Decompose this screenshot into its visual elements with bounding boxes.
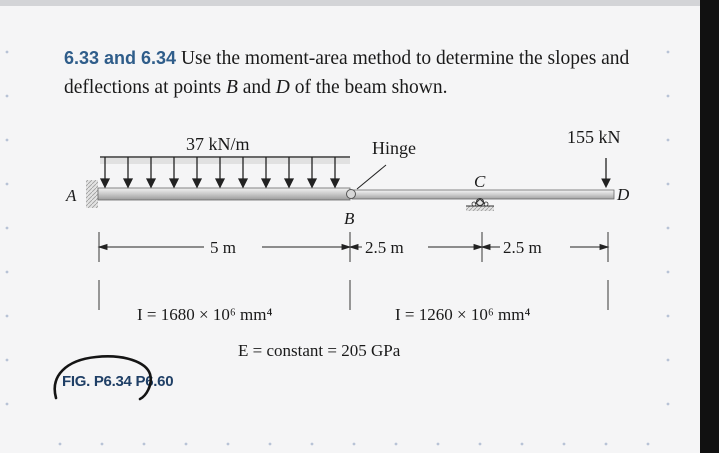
hinge-symbol (347, 190, 356, 199)
screen-edge (700, 0, 719, 453)
distributed-load (100, 156, 350, 187)
point-b-label: B (344, 209, 355, 228)
problem-and: and (242, 77, 271, 98)
problem-point-d: D (275, 77, 290, 98)
problem-point-b: B (225, 77, 238, 98)
figure-label-circled: FIG. P6.34 (62, 373, 132, 390)
load-label: 37 kN/m (186, 134, 250, 154)
point-d-label: D (617, 185, 630, 204)
dimension-cd: 2.5 m (503, 238, 542, 257)
point-load-arrow (602, 158, 610, 187)
beam-segment-bd (352, 190, 614, 199)
beam-segment-ab (98, 188, 350, 200)
problem-text: Use the moment-area method to determine the slopes and deflections at points (64, 48, 630, 98)
problem-number: 6.33 and 6.34 (64, 48, 177, 68)
inertia-left-label: I = 1680 × 10⁶ mm⁴ (137, 305, 273, 324)
point-a-label: A (66, 186, 77, 205)
dimension-ab: 5 m (210, 238, 236, 257)
point-c-label: C (474, 172, 486, 191)
figure-caption (62, 373, 173, 390)
hinge-leader (357, 165, 386, 189)
inertia-right-label: I = 1260 × 10⁶ mm⁴ (395, 305, 531, 324)
hinge-label: Hinge (372, 138, 416, 158)
point-load-label: 155 kN (567, 127, 621, 147)
dimension-bc: 2.5 m (365, 238, 404, 257)
modulus-label: E = constant = 205 GPa (238, 341, 401, 360)
fixed-support (86, 180, 98, 208)
roller-support (466, 199, 494, 212)
figure-label-alternate: P6.60 (135, 373, 174, 390)
problem-text-end: of the beam shown. (294, 77, 448, 98)
